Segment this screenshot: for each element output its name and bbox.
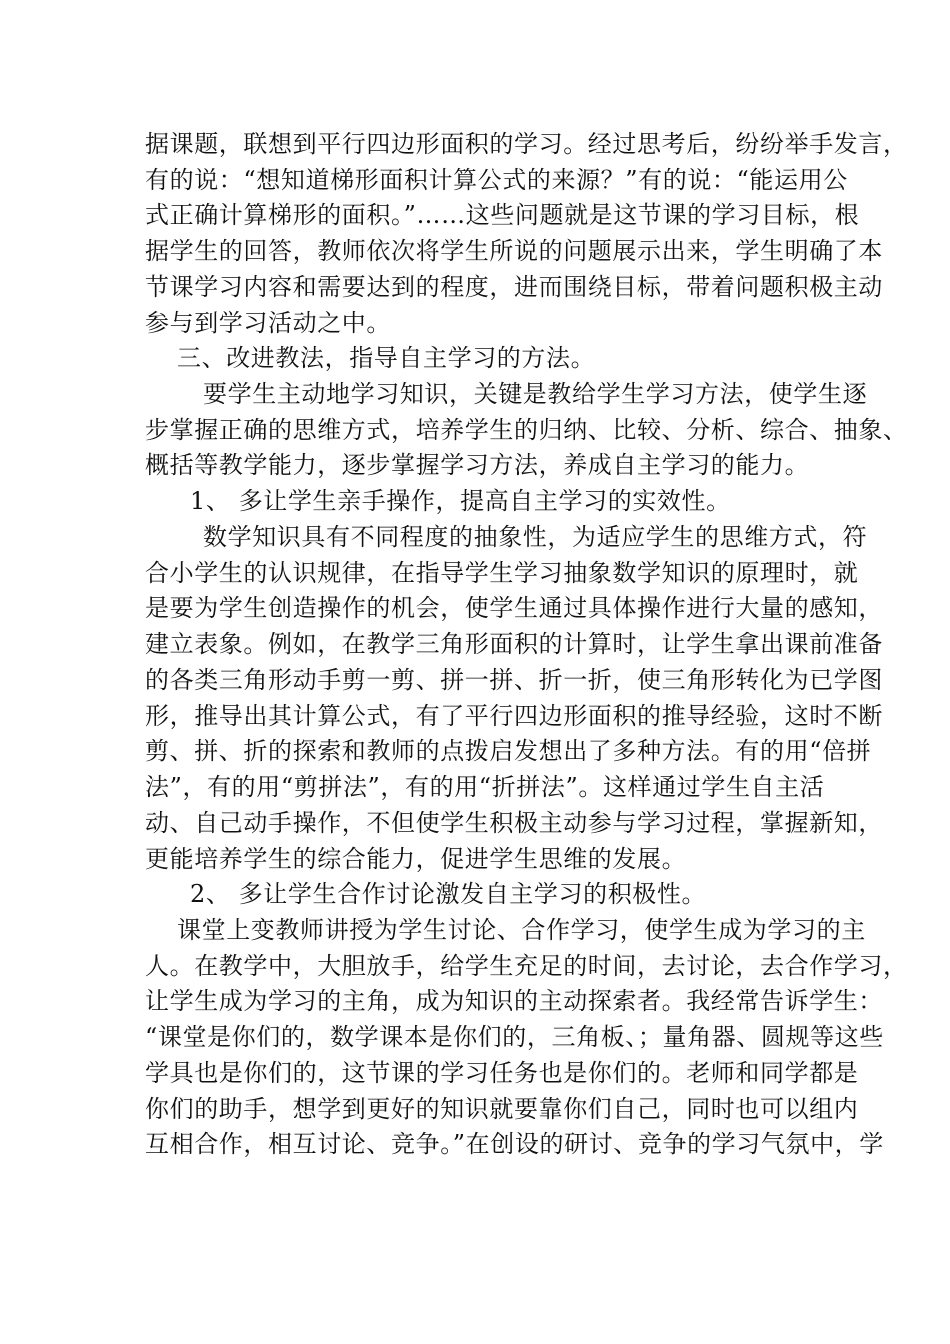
body-text-line: 有的说：“想知道梯形面积计算公式的来源？”有的说：“能运用公 — [145, 166, 848, 194]
body-text-line: 课堂上变教师讲授为学生讨论、合作学习，使学生成为学习的主 — [177, 916, 866, 944]
body-text-line: 剪、拼、折的探索和教师的点拨启发想出了多种方法。有的用“倍拼 — [145, 737, 872, 765]
section-heading: 三、改进教法，指导自主学习的方法。 — [177, 344, 596, 372]
body-text-line: 建立表象。例如，在教学三角形面积的计算时，让学生拿出课前准备 — [145, 630, 883, 658]
body-text-line: 参与到学习活动之中。 — [145, 309, 391, 337]
body-text-line: 数学知识具有不同程度的抽象性，为适应学生的思维方式，符 — [203, 523, 868, 551]
body-text-line: 更能培养学生的综合能力，促进学生思维的发展。 — [145, 845, 687, 873]
body-text-line: “课堂是你们的，数学课本是你们的，三角板、；量角器、圆规等这些 — [145, 1023, 884, 1051]
body-text-line: 概括等教学能力，逐步掌握学习方法，养成自主学习的能力。 — [145, 451, 810, 479]
body-text-line: 人。在教学中，大胆放手，给学生充足的时间，去讨论，去合作学习， — [145, 952, 908, 980]
body-text-line: 的各类三角形动手剪一剪、拼一拼、折一折，使三角形转化为已学图 — [145, 666, 883, 694]
body-text-line: 步掌握正确的思维方式，培养学生的归纳、比较、分析、综合、抽象、 — [145, 416, 908, 444]
body-text-line: 据课题，联想到平行四边形面积的学习。经过思考后，纷纷举手发言， — [145, 130, 908, 158]
numbered-subheading: 1、 多让学生亲手操作，提高自主学习的实效性。 — [190, 487, 731, 515]
body-text-line: 是要为学生创造操作的机会，使学生通过具体操作进行大量的感知， — [145, 594, 883, 622]
body-text-line: 学具也是你们的，这节课的学习任务也是你们的。老师和同学都是 — [145, 1059, 859, 1087]
body-text-line: 式正确计算梯形的面积。”……这些问题就是这节课的学习目标，根 — [145, 201, 860, 229]
body-text-line: 形，推导出其计算公式，有了平行四边形面积的推导经验，这时不断 — [145, 702, 883, 730]
body-text-line: 让学生成为学习的主角，成为知识的主动探索者。我经常告诉学生： — [145, 987, 883, 1015]
body-text-line: 据学生的回答，教师依次将学生所说的问题展示出来，学生明确了本 — [145, 237, 883, 265]
numbered-subheading: 2、 多让学生合作讨论激发自主学习的积极性。 — [190, 880, 707, 908]
body-text-line: 要学生主动地学习知识，关键是教给学生学习方法，使学生逐 — [203, 380, 868, 408]
body-text-line: 法”，有的用“剪拼法”，有的用“折拼法”。这样通过学生自主活 — [145, 773, 825, 801]
body-text-line: 合小学生的认识规律，在指导学生学习抽象数学知识的原理时，就 — [145, 559, 859, 587]
body-text-line: 你们的助手，想学到更好的知识就要靠你们自己，同时也可以组内 — [145, 1095, 859, 1123]
body-text-line: 动、自己动手操作，不但使学生积极主动参与学习过程，掌握新知， — [145, 809, 883, 837]
body-text-line: 节课学习内容和需要达到的程度，进而围绕目标，带着问题积极主动 — [145, 273, 883, 301]
body-text-line: 互相合作，相互讨论、竞争。”在创设的研讨、竞争的学习气氛中，学 — [145, 1130, 884, 1158]
